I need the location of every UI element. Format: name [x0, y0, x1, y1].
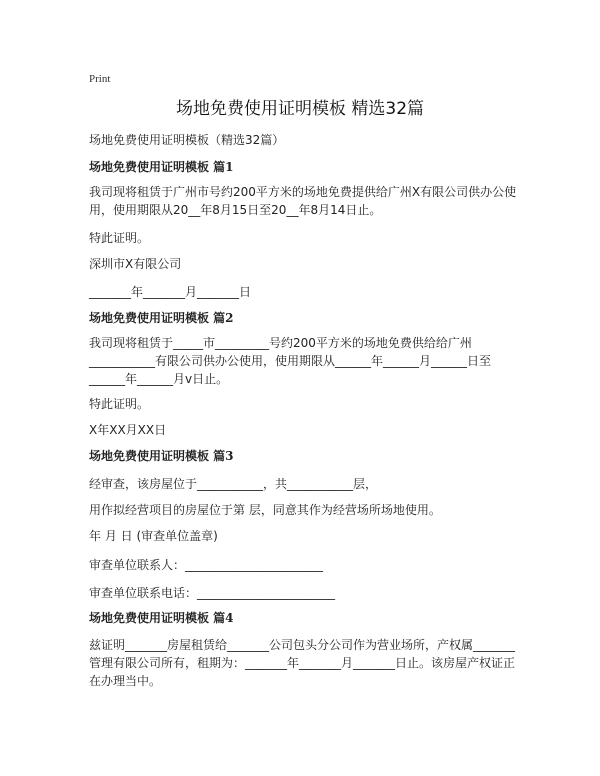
paragraph: 深圳市X有限公司: [89, 257, 182, 271]
section-heading: 场地免费使用证明模板 篇2: [89, 311, 234, 325]
paragraph: 审查单位联系电话：_______________________: [89, 586, 336, 600]
paragraph: 审查单位联系人：_______________________: [89, 558, 324, 572]
subtitle: 场地免费使用证明模板（精选32篇）: [89, 133, 285, 147]
section-heading: 场地免费使用证明模板 篇4: [89, 611, 234, 625]
paragraph: 特此证明。: [89, 397, 150, 411]
section-heading: 场地免费使用证明模板 篇1: [89, 160, 234, 174]
paragraph: 兹证明_______房屋租赁给_______公司包头分公司作为营业场所，产权属_______管理有限公司所有，租期为：_______年_______月_______日止。该房屋产权证正在办理当中。: [89, 638, 516, 688]
section-heading: 场地免费使用证明模板 篇3: [89, 449, 234, 463]
paragraph: 特此证明。: [89, 231, 150, 245]
paragraph: 我司现将租赁于_____市_________号约200平方米的场地免费供给给广州___________有限公司供办公使用，使用期限从______年______月______日至______年______月v日止。: [89, 336, 492, 386]
date-line: _______年_______月_______日: [89, 285, 252, 299]
paragraph: 年 月 日 (审查单位盖章): [89, 529, 218, 543]
paragraph: 经审查，该房屋位于___________，共___________层，: [89, 477, 378, 491]
print-link[interactable]: Print: [89, 73, 111, 85]
paragraph: 用作拟经营项目的房屋位于第 层，同意其作为经营场所场地使用。: [89, 503, 441, 517]
page-title: 场地免费使用证明模板 精选32篇: [175, 99, 425, 119]
paragraph: 我司现将租赁于广州市号约200平方米的场地免费提供给广州X有限公司供办公使用，使用期限从20__年8月15日至20__年8月14日止。: [89, 185, 517, 217]
paragraph: X年XX月XX日: [89, 423, 167, 437]
